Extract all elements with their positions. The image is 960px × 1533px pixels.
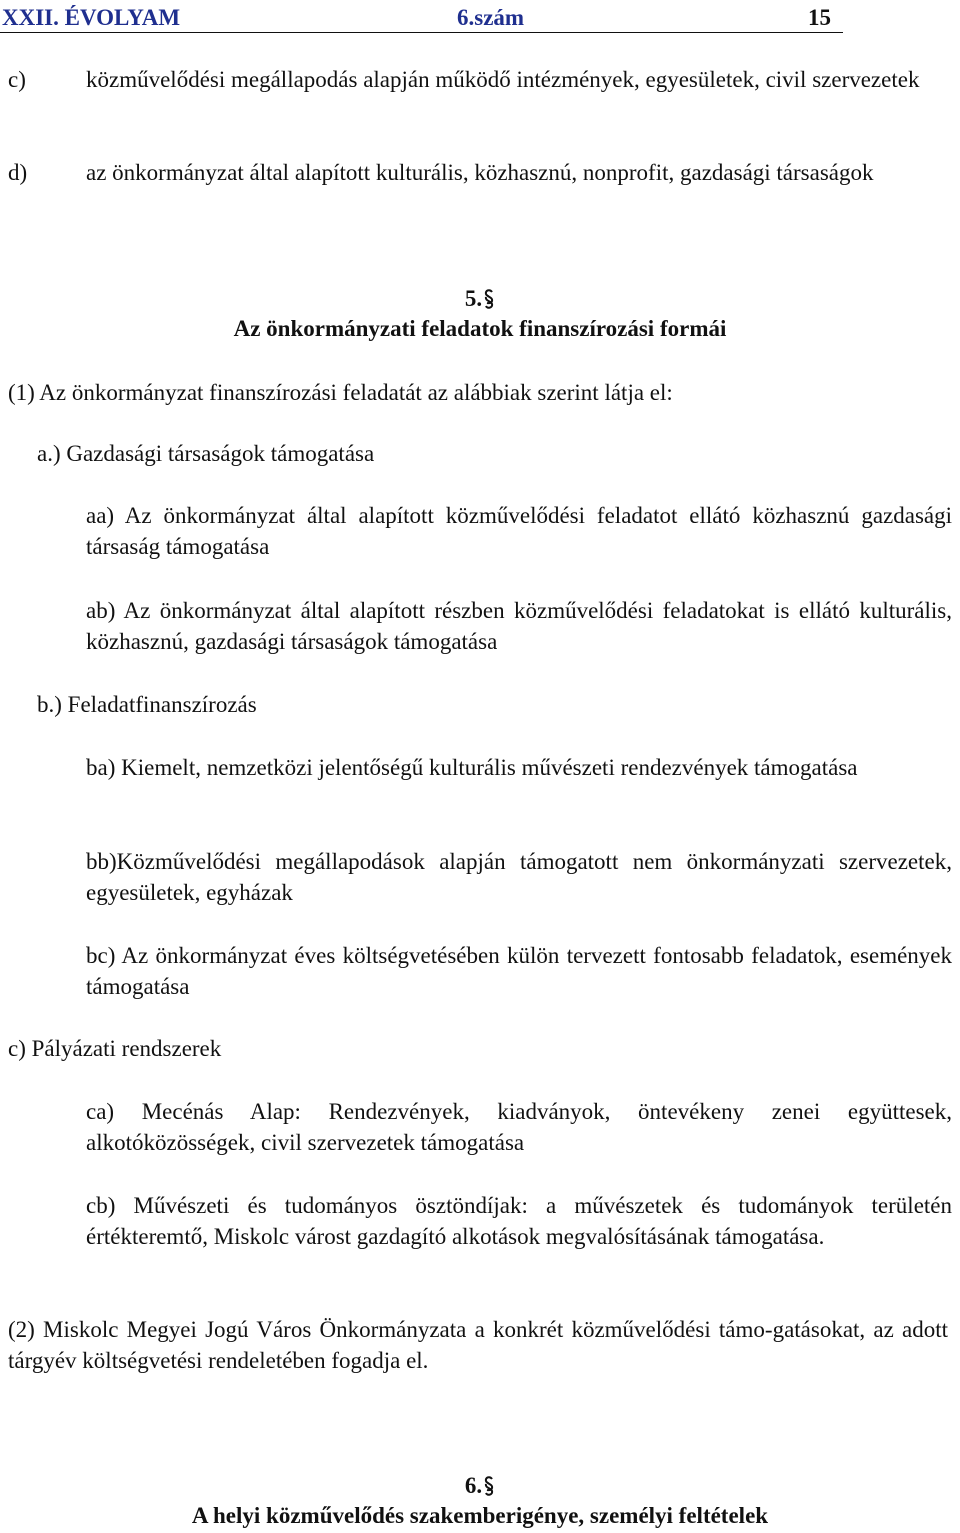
- item-ca: ca) Mecénás Alap: Rendezvények, kiadványok, öntevékeny zenei együttesek, alkotóközösségek, civil szervezetek támogatása: [86, 1099, 952, 1155]
- list-marker-d: d): [8, 160, 28, 185]
- item-ba: ba) Kiemelt, nemzetközi jelentőségű kulturális művészeti rendezvények támogatása: [86, 755, 858, 780]
- list-item-d: az önkormányzat által alapított kulturális, közhasznú, nonprofit, gazdasági társaságok: [86, 160, 874, 185]
- section-5-heading: [0, 283, 960, 314]
- item-aa: aa) Az önkormányzat által alapított közművelődési feladatot ellátó közhasznú gazdasági társaság támogatása: [86, 503, 952, 559]
- section-6-title: A helyi közművelődés szakemberigénye, személyi feltételek: [191, 1503, 769, 1528]
- section-6-number: 6.: [464, 1473, 483, 1498]
- item-cb: cb) Művészeti és tudományos ösztöndíjak: a művészetek és tudományok területén értékteremtő, Miskolc várost gazdagító alkotások megvalósításának támogatása.: [86, 1193, 952, 1249]
- section-sign-icon: [483, 1476, 495, 1496]
- list-marker-c: c): [8, 67, 26, 92]
- section-5-title: Az önkormányzati feladatok finanszírozási formái: [233, 316, 727, 341]
- section-5-number: 5.: [464, 286, 483, 311]
- paragraph-1: (1) Az önkormányzat finanszírozási feladatát az alábbiak szerint látja el:: [8, 380, 673, 405]
- paragraph-2: (2) Miskolc Megyei Jogú Város Önkormányzata a konkrét közművelődési támo-gatásokat, az adott tárgyév költségvetési rendeletében fogadja el.: [8, 1317, 948, 1373]
- subheading-c: c) Pályázati rendszerek: [8, 1036, 222, 1061]
- list-item-c: közművelődési megállapodás alapján működő intézmények, egyesületek, civil szervezetek: [86, 67, 920, 92]
- volume-label: XXII. ÉVOLYAM: [2, 5, 181, 30]
- issue-label: 6.szám: [457, 5, 525, 30]
- item-ab: ab) Az önkormányzat által alapított részben közművelődési feladatokat is ellátó kulturális, közhasznú, gazdasági társaságok támogatása: [86, 598, 952, 654]
- subheading-b: b.) Feladatfinanszírozás: [37, 692, 257, 717]
- section-sign-icon: [483, 289, 495, 309]
- subheading-a: a.) Gazdasági társaságok támogatása: [37, 441, 375, 466]
- item-bb: bb)Közművelődési megállapodások alapján támogatott nem önkormányzati szervezetek, egyesületek, egyházak: [86, 849, 952, 905]
- page-header: [0, 2, 843, 33]
- section-6-heading: [0, 1470, 960, 1501]
- item-bc: bc) Az önkormányzat éves költségvetésében külön tervezett fontosabb feladatok, események támogatása: [86, 943, 952, 999]
- page-number: 15: [808, 5, 831, 30]
